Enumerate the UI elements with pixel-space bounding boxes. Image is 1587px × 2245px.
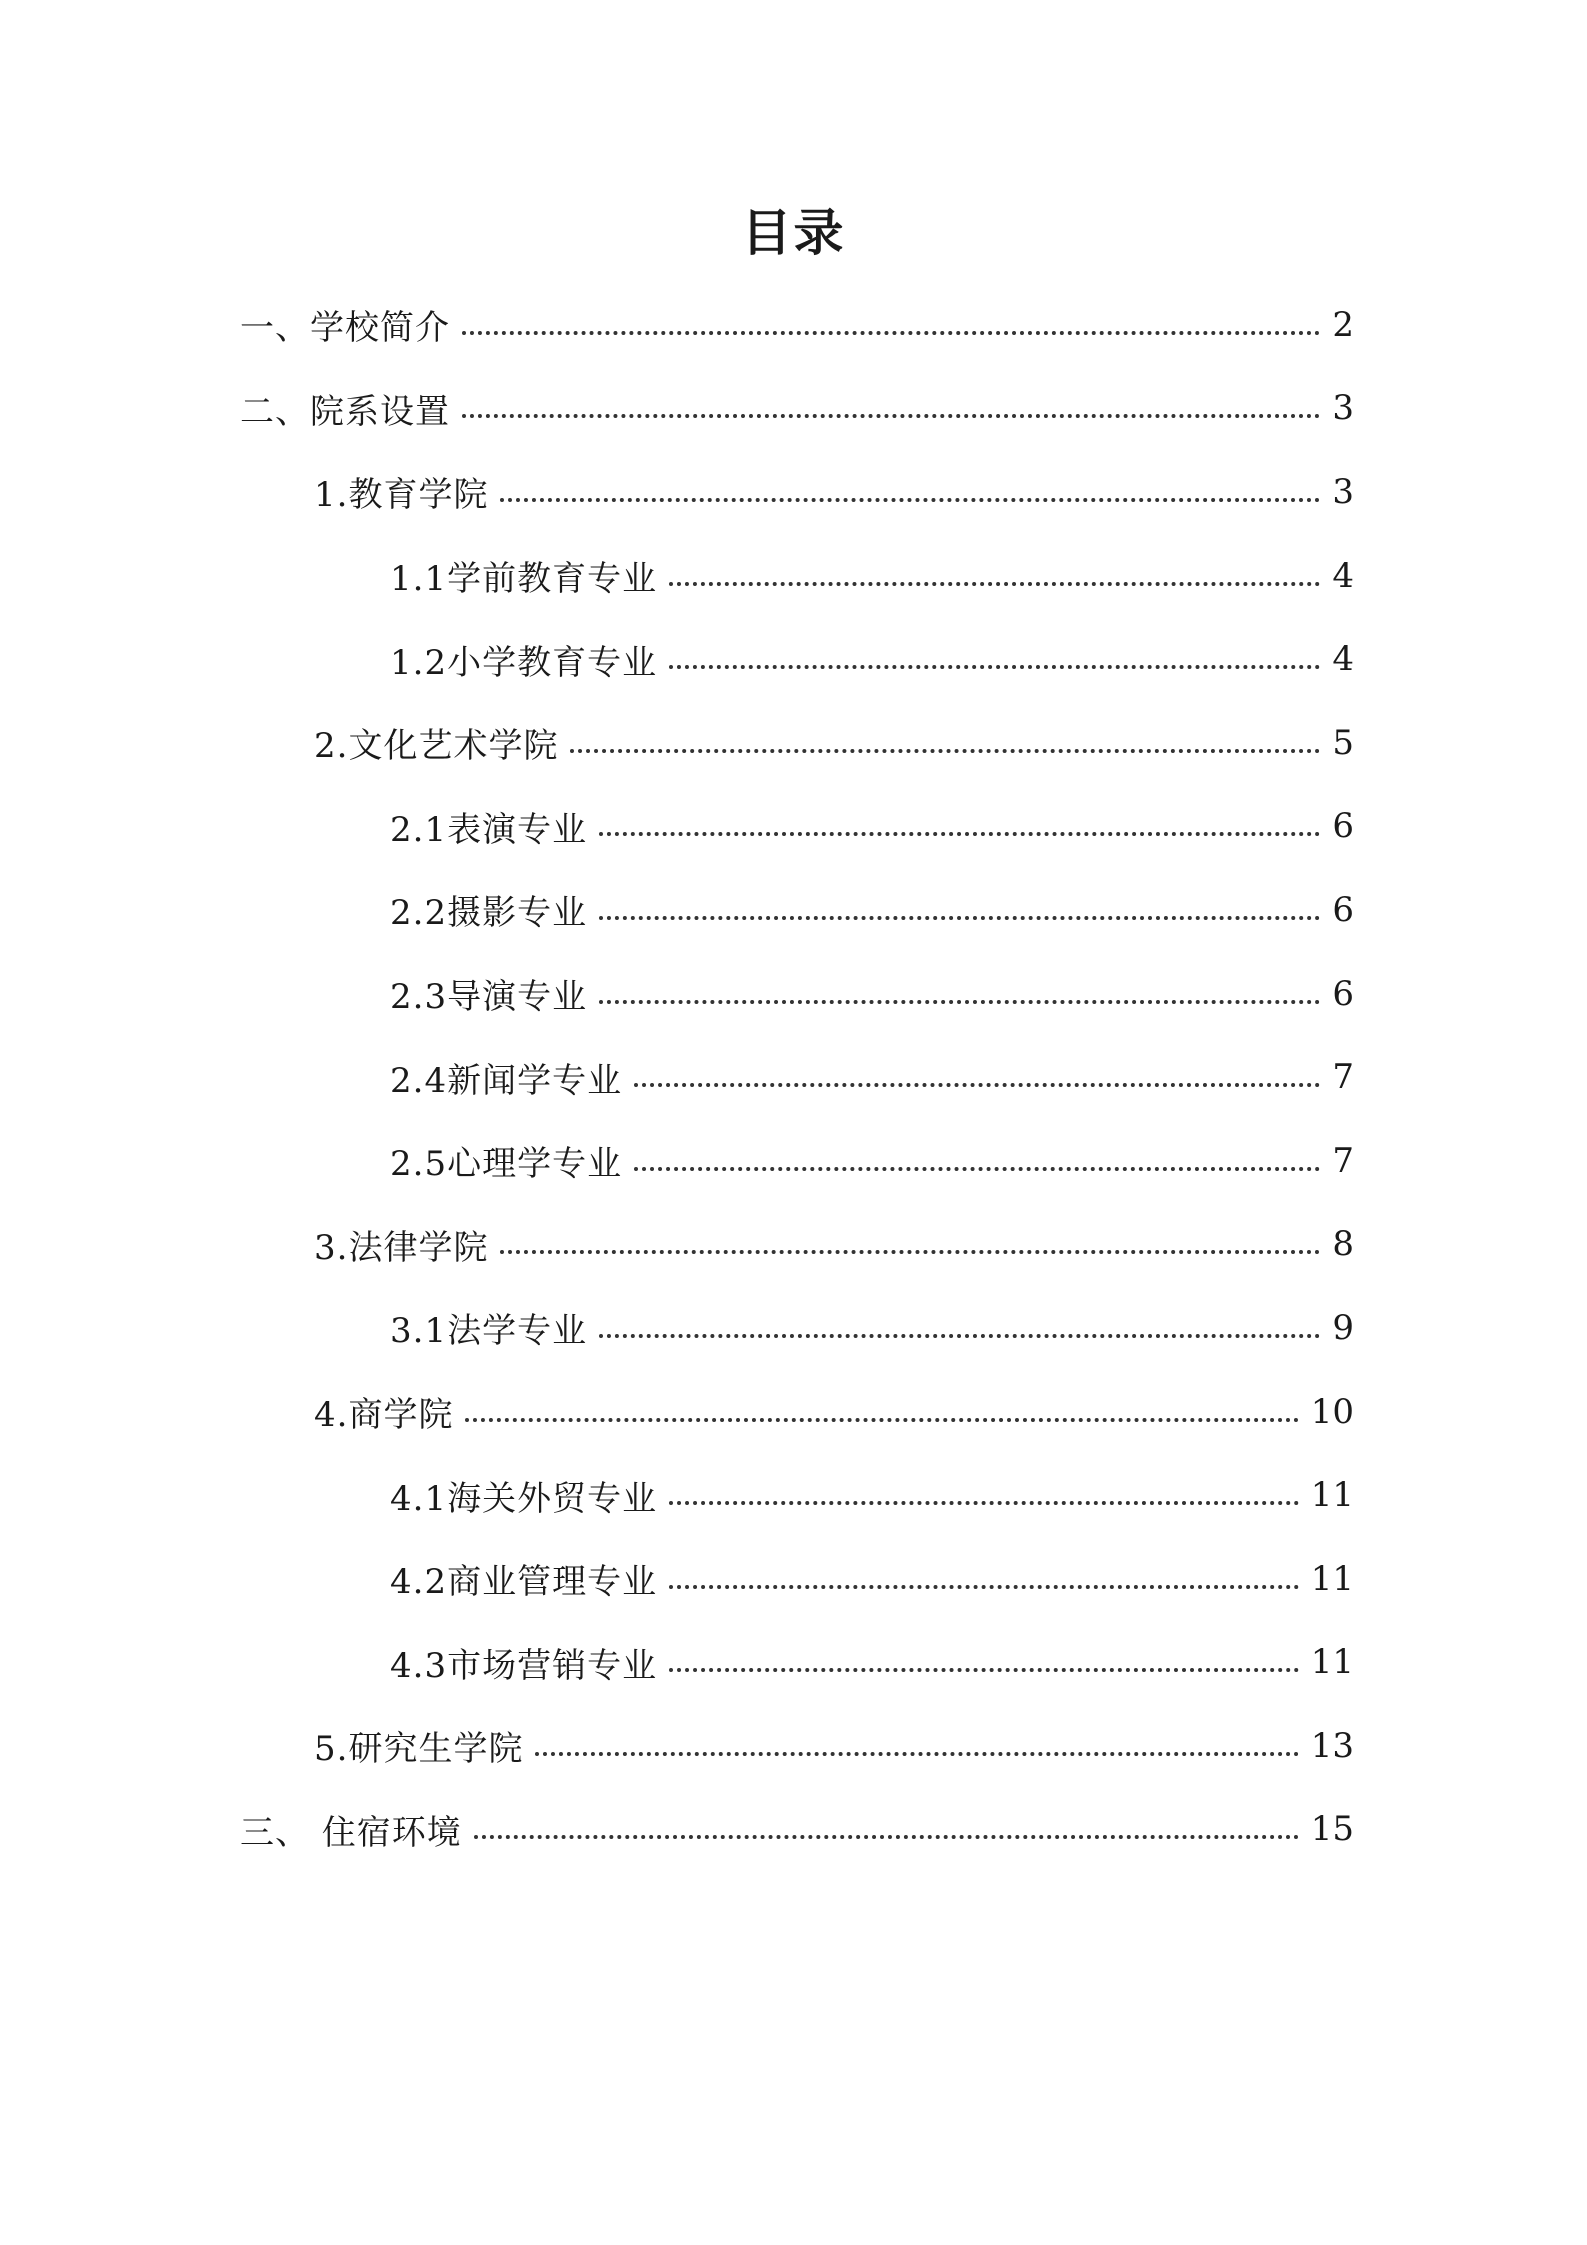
- toc-entry[interactable]: [0, 534, 1587, 618]
- toc-dot-leader: [500, 498, 1320, 502]
- toc-dot-leader: [462, 331, 1320, 335]
- toc-entry-page-number: 5: [1332, 722, 1354, 763]
- toc-dot-leader: [599, 1000, 1320, 1004]
- toc-entry[interactable]: [0, 1203, 1587, 1287]
- toc-dot-leader: [462, 414, 1320, 418]
- toc-entry[interactable]: [0, 1537, 1587, 1621]
- toc-entry[interactable]: [0, 868, 1587, 952]
- toc-dot-leader: [465, 1418, 1298, 1422]
- toc-entry[interactable]: [0, 1453, 1587, 1537]
- toc-entry-page-number: 3: [1332, 388, 1354, 429]
- toc-entry-label: 4.1海关外贸专业: [390, 1478, 658, 1519]
- toc-dot-leader: [474, 1835, 1299, 1839]
- toc-entry-page-number: 11: [1310, 1642, 1354, 1683]
- toc-entry[interactable]: [0, 1035, 1587, 1119]
- toc-entry-label: 2.4新闻学专业: [390, 1060, 623, 1101]
- toc-entry-label: 2.5心理学专业: [390, 1144, 623, 1185]
- toc-entry-page-number: 13: [1310, 1725, 1354, 1766]
- toc-dot-leader: [669, 582, 1320, 586]
- table-of-contents: [0, 283, 1587, 1871]
- toc-entry-page-number: 11: [1310, 1475, 1354, 1516]
- toc-entry-label: 二、院系设置: [240, 391, 450, 432]
- toc-entry-page-number: 2: [1332, 304, 1354, 345]
- toc-entry[interactable]: [0, 617, 1587, 701]
- toc-entry[interactable]: [0, 1621, 1587, 1705]
- toc-entry[interactable]: [0, 1788, 1587, 1872]
- toc-entry-page-number: 6: [1332, 806, 1354, 847]
- toc-entry[interactable]: [0, 450, 1587, 534]
- toc-dot-leader: [599, 916, 1320, 920]
- toc-entry-label: 一、学校简介: [240, 308, 450, 349]
- toc-entry[interactable]: [0, 1286, 1587, 1370]
- toc-dot-leader: [669, 1501, 1299, 1505]
- toc-dot-leader: [599, 1334, 1320, 1338]
- toc-entry-page-number: 6: [1332, 889, 1354, 930]
- toc-entry-label: 3.1法学专业: [390, 1311, 588, 1352]
- toc-entry[interactable]: [0, 367, 1587, 451]
- toc-entry[interactable]: [0, 785, 1587, 869]
- toc-entry-page-number: 10: [1310, 1391, 1354, 1432]
- toc-entry-label: 3.法律学院: [314, 1227, 489, 1268]
- toc-dot-leader: [634, 1167, 1320, 1171]
- toc-entry-page-number: 4: [1332, 639, 1354, 680]
- toc-dot-leader: [599, 832, 1320, 836]
- toc-entry-page-number: 11: [1310, 1558, 1354, 1599]
- toc-entry-page-number: 9: [1332, 1307, 1354, 1348]
- toc-entry[interactable]: [0, 1370, 1587, 1454]
- toc-entry-page-number: 8: [1332, 1224, 1354, 1265]
- toc-dot-leader: [634, 1083, 1320, 1087]
- toc-entry-label: 4.商学院: [314, 1395, 454, 1436]
- toc-entry[interactable]: [0, 701, 1587, 785]
- toc-dot-leader: [669, 665, 1320, 669]
- toc-dot-leader: [669, 1668, 1299, 1672]
- toc-dot-leader: [570, 749, 1320, 753]
- toc-dot-leader: [500, 1250, 1320, 1254]
- toc-entry-label: 2.1表演专业: [390, 809, 588, 850]
- toc-entry-label: 2.3导演专业: [390, 977, 588, 1018]
- toc-entry-label: 1.教育学院: [314, 475, 489, 516]
- toc-entry-page-number: 7: [1332, 1140, 1354, 1181]
- toc-dot-leader: [535, 1752, 1298, 1756]
- toc-entry-label: 2.文化艺术学院: [314, 726, 559, 767]
- toc-dot-leader: [669, 1585, 1299, 1589]
- toc-entry-label: 4.3市场营销专业: [390, 1645, 658, 1686]
- toc-entry-label: 5.研究生学院: [314, 1729, 524, 1770]
- toc-entry-page-number: 15: [1310, 1809, 1354, 1850]
- toc-entry-label: 三、 住宿环境: [240, 1812, 462, 1853]
- toc-entry-page-number: 3: [1332, 471, 1354, 512]
- toc-entry-label: 1.1学前教育专业: [390, 559, 658, 600]
- toc-entry[interactable]: [0, 1704, 1587, 1788]
- toc-entry-page-number: 6: [1332, 973, 1354, 1014]
- toc-entry-page-number: 7: [1332, 1057, 1354, 1098]
- toc-entry-label: 2.2摄影专业: [390, 893, 588, 934]
- toc-entry[interactable]: [0, 1119, 1587, 1203]
- toc-entry[interactable]: [0, 283, 1587, 367]
- toc-entry-label: 4.2商业管理专业: [390, 1562, 658, 1603]
- toc-entry-label: 1.2小学教育专业: [390, 642, 658, 683]
- page-title: 目录: [741, 204, 846, 262]
- toc-entry-page-number: 4: [1332, 555, 1354, 596]
- toc-entry[interactable]: [0, 952, 1587, 1036]
